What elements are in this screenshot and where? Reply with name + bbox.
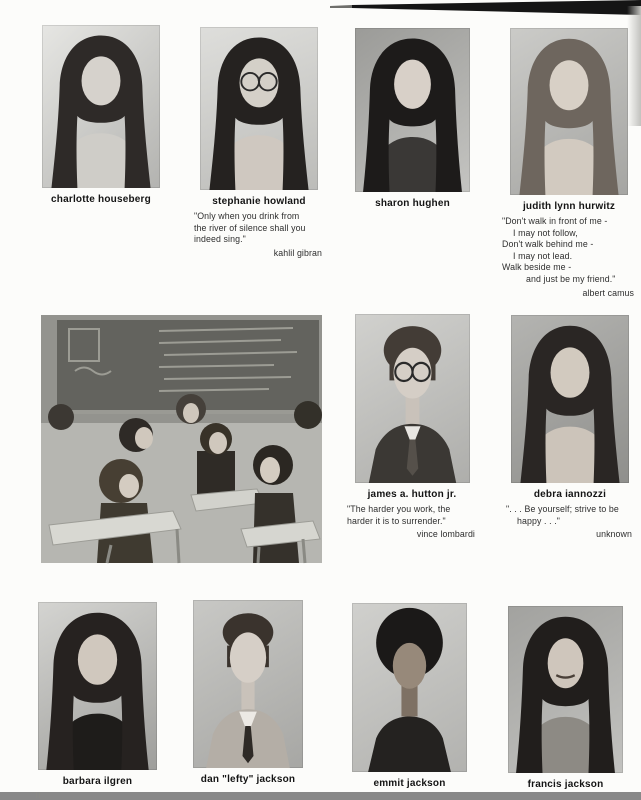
portrait-name: barbara ilgren (62, 776, 133, 787)
quote-block (347, 504, 477, 541)
quote-line: the river of silence shall you (194, 222, 306, 233)
photo-debra-iannozzi (511, 315, 629, 483)
quote-line: and just be my friend." (526, 273, 616, 284)
quote-line: ". . . Be yourself; strive to be (506, 504, 619, 514)
yearbook-entry (186, 600, 310, 785)
quote-line: "The harder you work, the (347, 504, 451, 514)
yearbook-entry (32, 25, 170, 205)
photo-classroom-candid (41, 315, 322, 563)
portrait-name: francis jackson (527, 779, 604, 790)
quote-block (502, 216, 636, 299)
page-edge-artifact (0, 0, 641, 22)
portrait-name: debra iannozzi (533, 489, 607, 500)
yearbook-entry (194, 27, 324, 259)
photo-dan-lefty-jackson (193, 600, 303, 768)
yearbook-entry (345, 28, 480, 209)
portrait-name: judith lynn hurwitz (522, 201, 616, 212)
quote-line: Don't walk behind me - (502, 239, 594, 250)
portrait-name: charlotte houseberg (51, 194, 151, 205)
yearbook-entry (498, 606, 633, 790)
quote-line: Walk beside me - (502, 262, 572, 273)
yearbook-entry (502, 28, 636, 299)
portrait-name: stephanie howland (212, 196, 306, 207)
portrait-name: emmit jackson (373, 778, 446, 789)
photo-francis-jackson (508, 606, 623, 773)
partial-quote: "If . . . . . . . . . . . . . (32, 791, 115, 800)
quote-line: I may not follow, (513, 227, 578, 238)
yearbook-entry (41, 315, 322, 563)
quote-line: indeed sing." (194, 234, 246, 245)
quote-line: I may not lead. (513, 250, 573, 261)
photo-barbara-ilgren (38, 602, 157, 770)
yearbook-entry (32, 602, 163, 800)
quote-line: "Only when you drink from (194, 211, 300, 221)
photo-judith-lynn-hurwitz (510, 28, 628, 195)
quote-line: "Don't walk in front of me - (502, 216, 608, 226)
yearbook-entry (506, 315, 634, 541)
quote-block (194, 211, 324, 259)
photo-charlotte-houseberg (42, 25, 160, 188)
quote-attribution: unknown (596, 529, 632, 540)
photo-emmit-jackson (352, 603, 467, 772)
quote-attribution: albert camus (582, 287, 634, 298)
quote-block (506, 504, 634, 541)
yearbook-entry (342, 603, 477, 789)
portrait-name: sharon hughen (375, 198, 450, 209)
photo-stephanie-howland (200, 27, 318, 190)
photo-sharon-hughen (355, 28, 470, 192)
quote-attribution: kahlil gibran (273, 247, 322, 258)
yearbook-entry (347, 314, 477, 541)
quote-attribution: vince lombardi (416, 529, 475, 540)
portrait-name: james a. hutton jr. (367, 489, 457, 500)
quote-line: happy . . ." (517, 515, 560, 526)
photo-james-a-hutton-jr (355, 314, 470, 483)
portrait-name: dan "lefty" jackson (200, 774, 296, 785)
quote-line: harder it is to surrender." (347, 515, 446, 526)
